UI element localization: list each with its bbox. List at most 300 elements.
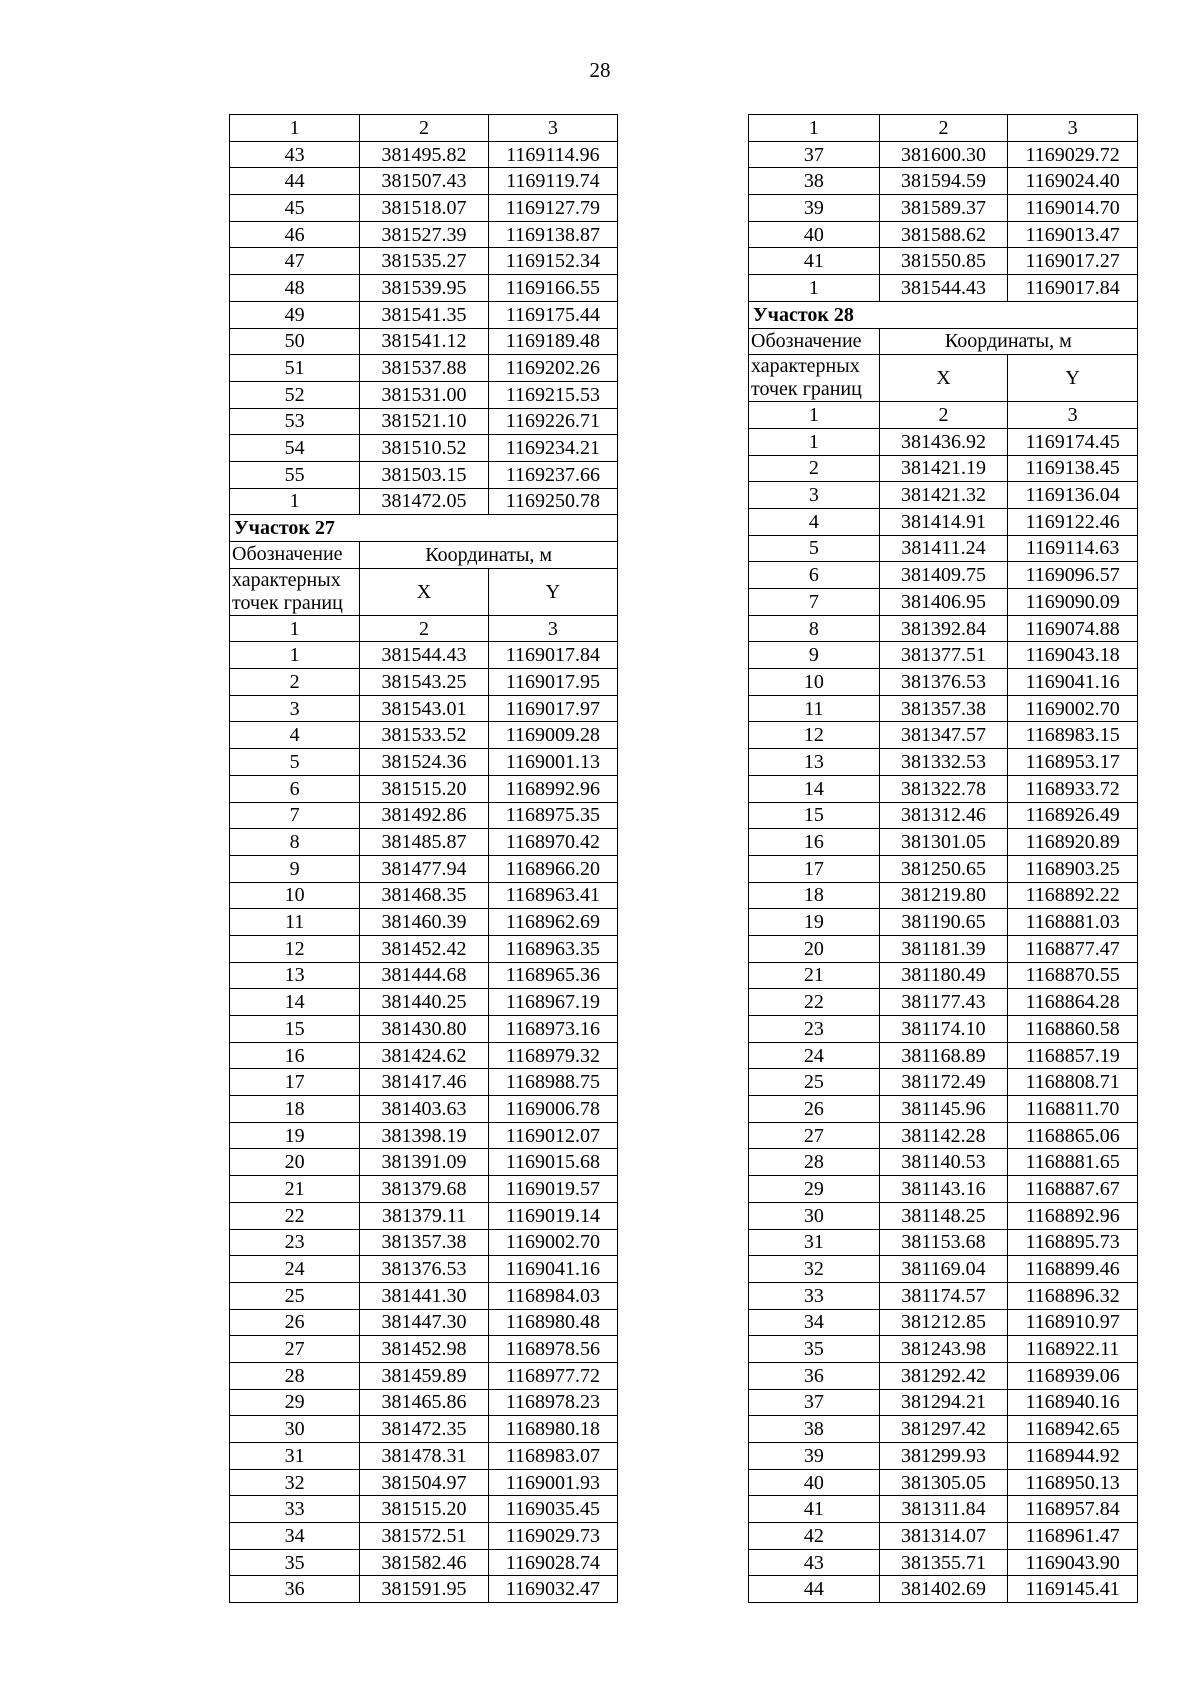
y-coordinate: 1169090.09: [1008, 589, 1138, 616]
x-coordinate: 381411.24: [879, 535, 1008, 562]
point-number: 10: [230, 882, 360, 909]
point-number: 6: [230, 775, 360, 802]
point-number: 7: [230, 802, 360, 829]
table-row: [230, 248, 618, 275]
table-row: [749, 535, 1138, 562]
page-number: 28: [589, 58, 611, 82]
x-coordinate: 381357.38: [879, 695, 1008, 722]
table-row: [230, 1096, 618, 1123]
x-coordinate: 381403.63: [360, 1096, 488, 1123]
table-row: [749, 1229, 1138, 1256]
y-coordinate: 1169234.21: [488, 435, 617, 462]
table-row: [749, 1176, 1138, 1203]
point-number: 41: [749, 1496, 880, 1523]
point-number: 23: [749, 1016, 880, 1043]
x-coordinate: 381243.98: [879, 1336, 1008, 1363]
table-row: [230, 1443, 618, 1470]
table-row: [749, 508, 1138, 535]
y-coordinate: 1169175.44: [488, 301, 617, 328]
table-row: [749, 562, 1138, 589]
x-coordinate: 381460.39: [360, 909, 488, 936]
y-coordinate: 1168984.03: [488, 1282, 617, 1309]
x-coordinate: 381541.35: [360, 301, 488, 328]
point-label-line-3: точек границ: [232, 591, 343, 614]
x-coordinate: 381172.49: [879, 1069, 1008, 1096]
table-row: [749, 802, 1138, 829]
section-title-row: [749, 301, 1138, 328]
table-row: [230, 488, 618, 515]
y-coordinate: 1168892.96: [1008, 1202, 1138, 1229]
table-row: [749, 855, 1138, 882]
table-row: [749, 428, 1138, 455]
point-number: 36: [749, 1362, 880, 1389]
table-row: [230, 1576, 618, 1603]
y-coordinate: 1168860.58: [1008, 1016, 1138, 1043]
table-row: [230, 195, 618, 222]
table-row: [749, 749, 1138, 776]
y-header: Y: [488, 568, 617, 615]
point-number: 3: [749, 482, 880, 509]
table-row: [230, 829, 618, 856]
y-coordinate: 1168963.41: [488, 882, 617, 909]
point-number: 24: [230, 1256, 360, 1283]
x-coordinate: 381314.07: [879, 1523, 1008, 1550]
table-row: [749, 882, 1138, 909]
y-coordinate: 1168950.13: [1008, 1469, 1138, 1496]
table-row: [230, 1282, 618, 1309]
point-number: 40: [749, 1469, 880, 1496]
y-coordinate: 1169017.27: [1008, 248, 1138, 275]
table-row: [749, 195, 1138, 222]
x-coordinate: 381472.05: [360, 488, 488, 515]
table-row: [230, 855, 618, 882]
x-coordinate: 381376.53: [360, 1256, 488, 1283]
x-coordinate: 381355.71: [879, 1549, 1008, 1576]
table-row: [230, 435, 618, 462]
point-number: 16: [749, 829, 880, 856]
point-number: 27: [749, 1122, 880, 1149]
y-coordinate: 1168942.65: [1008, 1416, 1138, 1443]
x-coordinate: 381478.31: [360, 1443, 488, 1470]
x-coordinate: 381477.94: [360, 855, 488, 882]
table-row: [749, 695, 1138, 722]
point-number: 28: [230, 1362, 360, 1389]
x-header: X: [360, 568, 488, 615]
point-number: 13: [230, 962, 360, 989]
y-coordinate: 1168895.73: [1008, 1229, 1138, 1256]
x-coordinate: 381357.38: [360, 1229, 488, 1256]
table-row: [230, 1229, 618, 1256]
section-column-number-3: 3: [1008, 402, 1138, 429]
section-column-number-row: [230, 615, 618, 642]
y-coordinate: 1168965.36: [488, 962, 617, 989]
y-coordinate: 1169041.16: [1008, 669, 1138, 696]
table-row: [749, 1202, 1138, 1229]
y-coordinate: 1169074.88: [1008, 615, 1138, 642]
y-coordinate: 1169013.47: [1008, 221, 1138, 248]
coordinates-table-right: [748, 114, 1138, 1603]
x-coordinate: 381543.01: [360, 695, 488, 722]
x-coordinate: 381430.80: [360, 1016, 488, 1043]
y-coordinate: 1168870.55: [1008, 962, 1138, 989]
table-row: [230, 1122, 618, 1149]
coordinates-header: Координаты, м: [360, 542, 618, 569]
x-coordinate: 381503.15: [360, 461, 488, 488]
y-coordinate: 1169015.68: [488, 1149, 617, 1176]
table-row: [749, 589, 1138, 616]
y-coordinate: 1169009.28: [488, 722, 617, 749]
y-coordinate: 1169014.70: [1008, 195, 1138, 222]
table-row: [749, 1309, 1138, 1336]
y-coordinate: 1168926.49: [1008, 802, 1138, 829]
x-coordinate: 381140.53: [879, 1149, 1008, 1176]
point-number: 3: [230, 695, 360, 722]
y-coordinate: 1168977.72: [488, 1362, 617, 1389]
x-coordinate: 381180.49: [879, 962, 1008, 989]
y-coordinate: 1168939.06: [1008, 1362, 1138, 1389]
x-coordinate: 381322.78: [879, 775, 1008, 802]
x-coordinate: 381515.20: [360, 1496, 488, 1523]
table-row: [230, 221, 618, 248]
table-row: [749, 1443, 1138, 1470]
x-coordinate: 381504.97: [360, 1469, 488, 1496]
x-coordinate: 381297.42: [879, 1416, 1008, 1443]
point-number: 45: [230, 195, 360, 222]
point-number: 35: [749, 1336, 880, 1363]
point-number: 2: [230, 669, 360, 696]
table-row: [749, 1016, 1138, 1043]
y-coordinate: 1168808.71: [1008, 1069, 1138, 1096]
header-row: [230, 542, 618, 569]
point-number: 31: [230, 1443, 360, 1470]
x-coordinate: 381589.37: [879, 195, 1008, 222]
point-number: 47: [230, 248, 360, 275]
header-row-2: [230, 568, 618, 615]
x-coordinate: 381440.25: [360, 989, 488, 1016]
point-number: 24: [749, 1042, 880, 1069]
table-row: [749, 275, 1138, 302]
column-number-row: [230, 115, 618, 142]
y-coordinate: 1168983.15: [1008, 722, 1138, 749]
y-coordinate: 1169019.14: [488, 1202, 617, 1229]
x-coordinate: 381521.10: [360, 408, 488, 435]
x-coordinate: 381582.46: [360, 1549, 488, 1576]
column-number-1: 1: [230, 115, 360, 142]
y-coordinate: 1169114.63: [1008, 535, 1138, 562]
table-row: [749, 455, 1138, 482]
x-coordinate: 381533.52: [360, 722, 488, 749]
x-coordinate: 381452.98: [360, 1336, 488, 1363]
point-number: 1: [749, 428, 880, 455]
x-coordinate: 381539.95: [360, 275, 488, 302]
y-coordinate: 1168973.16: [488, 1016, 617, 1043]
table-row: [230, 642, 618, 669]
y-coordinate: 1169096.57: [1008, 562, 1138, 589]
x-coordinate: 381168.89: [879, 1042, 1008, 1069]
column-number-3: 3: [1008, 115, 1138, 142]
point-number: 43: [230, 141, 360, 168]
x-coordinate: 381468.35: [360, 882, 488, 909]
x-coordinate: 381305.05: [879, 1469, 1008, 1496]
point-number: 19: [230, 1122, 360, 1149]
table-row: [230, 935, 618, 962]
x-coordinate: 381294.21: [879, 1389, 1008, 1416]
x-coordinate: 381588.62: [879, 221, 1008, 248]
y-coordinate: 1168892.22: [1008, 882, 1138, 909]
point-number: 35: [230, 1549, 360, 1576]
table-row: [749, 1576, 1138, 1603]
point-label-line-1: Обозначение: [749, 328, 880, 355]
header-row: [749, 328, 1138, 355]
point-number: 9: [749, 642, 880, 669]
x-coordinate: 381535.27: [360, 248, 488, 275]
x-coordinate: 381299.93: [879, 1443, 1008, 1470]
x-coordinate: 381311.84: [879, 1496, 1008, 1523]
y-coordinate: 1169001.93: [488, 1469, 617, 1496]
table-row: [230, 461, 618, 488]
point-number: 53: [230, 408, 360, 435]
x-coordinate: 381444.68: [360, 962, 488, 989]
x-coordinate: 381452.42: [360, 935, 488, 962]
point-number: 18: [749, 882, 880, 909]
table-row: [230, 355, 618, 382]
y-coordinate: 1169019.57: [488, 1176, 617, 1203]
x-coordinate: 381301.05: [879, 829, 1008, 856]
y-coordinate: 1169043.90: [1008, 1549, 1138, 1576]
point-number: 12: [230, 935, 360, 962]
x-coordinate: 381441.30: [360, 1282, 488, 1309]
table-row: [749, 1549, 1138, 1576]
point-number: 13: [749, 749, 880, 776]
y-coordinate: 1168864.28: [1008, 989, 1138, 1016]
table-row: [230, 775, 618, 802]
y-coordinate: 1169024.40: [1008, 168, 1138, 195]
y-coordinate: 1168983.07: [488, 1443, 617, 1470]
point-number: 46: [230, 221, 360, 248]
y-coordinate: 1168811.70: [1008, 1096, 1138, 1123]
y-coordinate: 1169174.45: [1008, 428, 1138, 455]
table-row: [749, 722, 1138, 749]
x-coordinate: 381518.07: [360, 195, 488, 222]
point-number: 44: [749, 1576, 880, 1603]
x-coordinate: 381250.65: [879, 855, 1008, 882]
point-number: 30: [230, 1416, 360, 1443]
point-number: 48: [230, 275, 360, 302]
point-number: 12: [749, 722, 880, 749]
point-number: 55: [230, 461, 360, 488]
x-coordinate: 381402.69: [879, 1576, 1008, 1603]
table-row: [749, 248, 1138, 275]
point-number: 34: [230, 1523, 360, 1550]
point-number: 21: [230, 1176, 360, 1203]
x-coordinate: 381190.65: [879, 909, 1008, 936]
x-coordinate: 381572.51: [360, 1523, 488, 1550]
column-number-1: 1: [749, 115, 880, 142]
y-coordinate: 1168961.47: [1008, 1523, 1138, 1550]
y-coordinate: 1168988.75: [488, 1069, 617, 1096]
point-number: 22: [749, 989, 880, 1016]
table-row: [749, 909, 1138, 936]
point-label-line-1: Обозначение: [230, 542, 360, 569]
point-number: 32: [230, 1469, 360, 1496]
x-coordinate: 381312.46: [879, 802, 1008, 829]
table-row: [230, 301, 618, 328]
table-row: [230, 1176, 618, 1203]
point-number: 16: [230, 1042, 360, 1069]
x-coordinate: 381174.57: [879, 1282, 1008, 1309]
point-number: 2: [749, 455, 880, 482]
point-number: 37: [749, 1389, 880, 1416]
y-coordinate: 1169017.97: [488, 695, 617, 722]
point-number: 8: [230, 829, 360, 856]
y-coordinate: 1169002.70: [1008, 695, 1138, 722]
table-row: [230, 909, 618, 936]
point-number: 28: [749, 1149, 880, 1176]
point-number: 39: [749, 1443, 880, 1470]
y-coordinate: 1168980.48: [488, 1309, 617, 1336]
x-coordinate: 381594.59: [879, 168, 1008, 195]
x-coordinate: 381492.86: [360, 802, 488, 829]
table-row: [230, 1523, 618, 1550]
y-coordinate: 1168896.32: [1008, 1282, 1138, 1309]
y-coordinate: 1168966.20: [488, 855, 617, 882]
y-coordinate: 1169006.78: [488, 1096, 617, 1123]
x-coordinate: 381591.95: [360, 1576, 488, 1603]
table-row: [230, 1042, 618, 1069]
table-row: [230, 275, 618, 302]
point-number: 6: [749, 562, 880, 589]
x-coordinate: 381421.19: [879, 455, 1008, 482]
point-label-line-3: точек границ: [751, 378, 862, 401]
x-coordinate: 381145.96: [879, 1096, 1008, 1123]
y-coordinate: 1168887.67: [1008, 1176, 1138, 1203]
section-title: Участок 28: [749, 301, 1138, 328]
y-coordinate: 1168940.16: [1008, 1389, 1138, 1416]
x-coordinate: 381292.42: [879, 1362, 1008, 1389]
y-coordinate: 1168992.96: [488, 775, 617, 802]
point-number: 51: [230, 355, 360, 382]
point-number: 1: [749, 275, 880, 302]
section-title: Участок 27: [230, 515, 618, 542]
section-column-number-row: [749, 402, 1138, 429]
table-row: [749, 935, 1138, 962]
y-coordinate: 1168957.84: [1008, 1496, 1138, 1523]
y-coordinate: 1168963.35: [488, 935, 617, 962]
y-coordinate: 1169189.48: [488, 328, 617, 355]
y-coordinate: 1168978.56: [488, 1336, 617, 1363]
point-number: 20: [230, 1149, 360, 1176]
y-header: Y: [1008, 355, 1138, 402]
point-number: 27: [230, 1336, 360, 1363]
point-number: 5: [230, 749, 360, 776]
point-number: 17: [749, 855, 880, 882]
point-label-cell: [749, 355, 880, 402]
point-number: 15: [230, 1016, 360, 1043]
point-number: 52: [230, 381, 360, 408]
point-number: 23: [230, 1229, 360, 1256]
y-coordinate: 1169202.26: [488, 355, 617, 382]
table-row: [230, 1496, 618, 1523]
point-number: 49: [230, 301, 360, 328]
table-row: [230, 1416, 618, 1443]
x-coordinate: 381417.46: [360, 1069, 488, 1096]
table-row: [749, 1389, 1138, 1416]
point-number: 1: [230, 488, 360, 515]
y-coordinate: 1169017.84: [1008, 275, 1138, 302]
x-coordinate: 381507.43: [360, 168, 488, 195]
y-coordinate: 1169012.07: [488, 1122, 617, 1149]
point-number: 26: [230, 1309, 360, 1336]
x-coordinate: 381537.88: [360, 355, 488, 382]
point-number: 21: [749, 962, 880, 989]
header-row-2: [749, 355, 1138, 402]
table-row: [230, 168, 618, 195]
x-coordinate: 381544.43: [879, 275, 1008, 302]
y-coordinate: 1169001.13: [488, 749, 617, 776]
table-row: [749, 1362, 1138, 1389]
column-number-3: 3: [488, 115, 617, 142]
y-coordinate: 1169250.78: [488, 488, 617, 515]
x-coordinate: 381169.04: [879, 1256, 1008, 1283]
point-number: 14: [230, 989, 360, 1016]
y-coordinate: 1169017.95: [488, 669, 617, 696]
x-coordinate: 381409.75: [879, 562, 1008, 589]
point-number: 44: [230, 168, 360, 195]
table-row: [230, 141, 618, 168]
point-number: 8: [749, 615, 880, 642]
table-row: [749, 1282, 1138, 1309]
table-row: [230, 989, 618, 1016]
x-coordinate: 381524.36: [360, 749, 488, 776]
y-coordinate: 1168865.06: [1008, 1122, 1138, 1149]
x-coordinate: 381541.12: [360, 328, 488, 355]
point-number: 38: [749, 168, 880, 195]
point-number: 32: [749, 1256, 880, 1283]
section-column-number-2: 2: [879, 402, 1008, 429]
x-coordinate: 381515.20: [360, 775, 488, 802]
table-row: [230, 408, 618, 435]
point-number: 11: [230, 909, 360, 936]
point-number: 39: [749, 195, 880, 222]
x-coordinate: 381379.11: [360, 1202, 488, 1229]
table-row: [749, 221, 1138, 248]
point-number: 33: [230, 1496, 360, 1523]
x-coordinate: 381447.30: [360, 1309, 488, 1336]
y-coordinate: 1169041.16: [488, 1256, 617, 1283]
point-number: 18: [230, 1096, 360, 1123]
column-number-row: [749, 115, 1138, 142]
x-coordinate: 381544.43: [360, 642, 488, 669]
y-coordinate: 1168877.47: [1008, 935, 1138, 962]
point-label-line-2: характерных: [232, 568, 341, 591]
x-coordinate: 381465.86: [360, 1389, 488, 1416]
point-number: 11: [749, 695, 880, 722]
y-coordinate: 1168978.23: [488, 1389, 617, 1416]
table-row: [749, 1096, 1138, 1123]
x-header: X: [879, 355, 1008, 402]
y-coordinate: 1168980.18: [488, 1416, 617, 1443]
table-row: [230, 1069, 618, 1096]
table-row: [230, 328, 618, 355]
point-number: 25: [749, 1069, 880, 1096]
table-row: [749, 1469, 1138, 1496]
x-coordinate: 381459.89: [360, 1362, 488, 1389]
y-coordinate: 1169138.45: [1008, 455, 1138, 482]
x-coordinate: 381219.80: [879, 882, 1008, 909]
y-coordinate: 1169119.74: [488, 168, 617, 195]
y-coordinate: 1168920.89: [1008, 829, 1138, 856]
table-row: [749, 1416, 1138, 1443]
